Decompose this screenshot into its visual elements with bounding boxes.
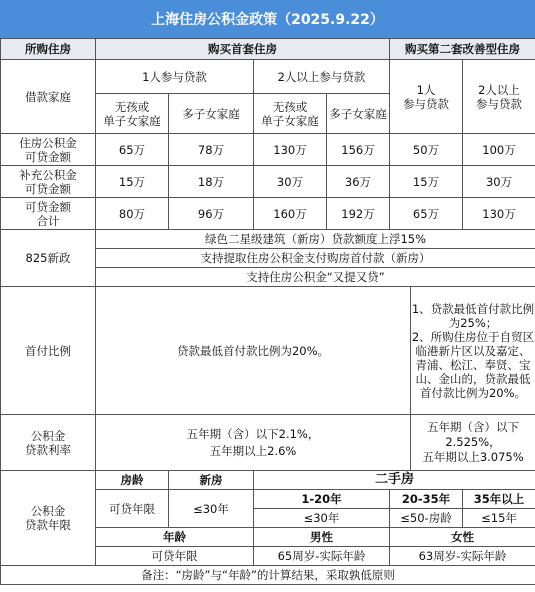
policy825-item: 支持提取住房公积金支付购房首付款（新房） [96, 249, 535, 268]
loan-cell: 100万 [463, 134, 535, 166]
policy825-label: 825新政 [1, 230, 96, 287]
term-loanable-years: 可贷年限 [96, 490, 169, 528]
loan-cell: 65万 [390, 198, 463, 230]
term-loanable-years-age: 可贷年限 [96, 547, 254, 566]
borrower-single-child-2: 无孩或 单子女家庭 [254, 94, 327, 134]
loan-row-label: 补充公积金 可贷金额 [1, 166, 96, 198]
borrower-multi-child-1: 多子女家庭 [169, 94, 254, 134]
borrower-second-two: 2人以上 参与贷款 [463, 60, 535, 134]
loan-cell: 65万 [96, 134, 169, 166]
footnote: 备注：“房龄”与“年龄”的计算结果，采取孰低原则 [1, 566, 535, 585]
loan-cell: 130万 [254, 134, 327, 166]
loan-cell: 15万 [390, 166, 463, 198]
borrower-single-child-1: 无孩或 单子女家庭 [96, 94, 169, 134]
policy825-item: 支持住房公积金“又提又贷” [96, 268, 535, 287]
interest-first: 五年期（含）以下2.1%， 五年期以上2.6% [96, 415, 411, 471]
loan-cell: 80万 [96, 198, 169, 230]
loan-cell: 50万 [390, 134, 463, 166]
loan-cell: 192万 [327, 198, 390, 230]
term-new-years: ≤30年 [169, 490, 254, 528]
term-house-age: 房龄 [96, 471, 169, 490]
term-range: 1-20年 [254, 490, 390, 509]
term-female: 女性 [390, 528, 535, 547]
term-range: 20-35年 [390, 490, 463, 509]
policy825-item: 绿色二星级建筑（新房）贷款额度上浮15% [96, 230, 535, 249]
down-payment-label: 首付比例 [1, 287, 96, 415]
term-range-years: ≤30年 [254, 509, 390, 528]
loan-cell: 156万 [327, 134, 390, 166]
term-range: 35年以上 [463, 490, 535, 509]
borrower-two-plus: 2人以上参与贷款 [254, 60, 390, 94]
policy-table [0, 38, 535, 585]
term-age: 年龄 [96, 528, 254, 547]
loan-row-label: 可贷金额 合计 [1, 198, 96, 230]
borrower-one-person: 1人参与贷款 [96, 60, 254, 94]
loan-cell: 15万 [96, 166, 169, 198]
term-male-years: 65周岁-实际年龄 [254, 547, 390, 566]
header-first-home: 购买首套住房 [96, 39, 390, 60]
term-range-years: ≤15年 [463, 509, 535, 528]
loan-cell: 30万 [463, 166, 535, 198]
header-category: 所购住房 [1, 39, 96, 60]
term-female-years: 63周岁-实际年龄 [390, 547, 535, 566]
borrower-second-one: 1人 参与贷款 [390, 60, 463, 134]
loan-cell: 160万 [254, 198, 327, 230]
loan-cell: 30万 [254, 166, 327, 198]
down-payment-second: 1、贷款最低首付款比例为25%； 2、所购住房位于自贸区临港新片区以及嘉定、青浦、松江、奉贤、宝山、金山的，贷款最低首付款比例为20%。 [411, 287, 535, 415]
interest-label: 公积金 贷款利率 [1, 415, 96, 471]
loan-row-label: 住房公积金 可贷金额 [1, 134, 96, 166]
interest-second: 五年期（含）以下 2.525%， 五年期以上3.075% [411, 415, 535, 471]
term-male: 男性 [254, 528, 390, 547]
term-new-house: 新房 [169, 471, 254, 490]
header-second-home: 购买第二套改善型住房 [390, 39, 535, 60]
loan-cell: 36万 [327, 166, 390, 198]
sheet-title: 上海住房公积金政策（2025.9.22） [0, 0, 535, 38]
term-range-years: ≤50-房龄 [390, 509, 463, 528]
loan-cell: 78万 [169, 134, 254, 166]
down-payment-first: 贷款最低首付款比例为20%。 [96, 287, 411, 415]
term-second-hand: 二手房 [254, 471, 535, 490]
borrower-multi-child-2: 多子女家庭 [327, 94, 390, 134]
loan-cell: 96万 [169, 198, 254, 230]
term-label: 公积金 贷款年限 [1, 471, 96, 566]
borrower-label: 借款家庭 [1, 60, 96, 134]
loan-cell: 130万 [463, 198, 535, 230]
loan-cell: 18万 [169, 166, 254, 198]
